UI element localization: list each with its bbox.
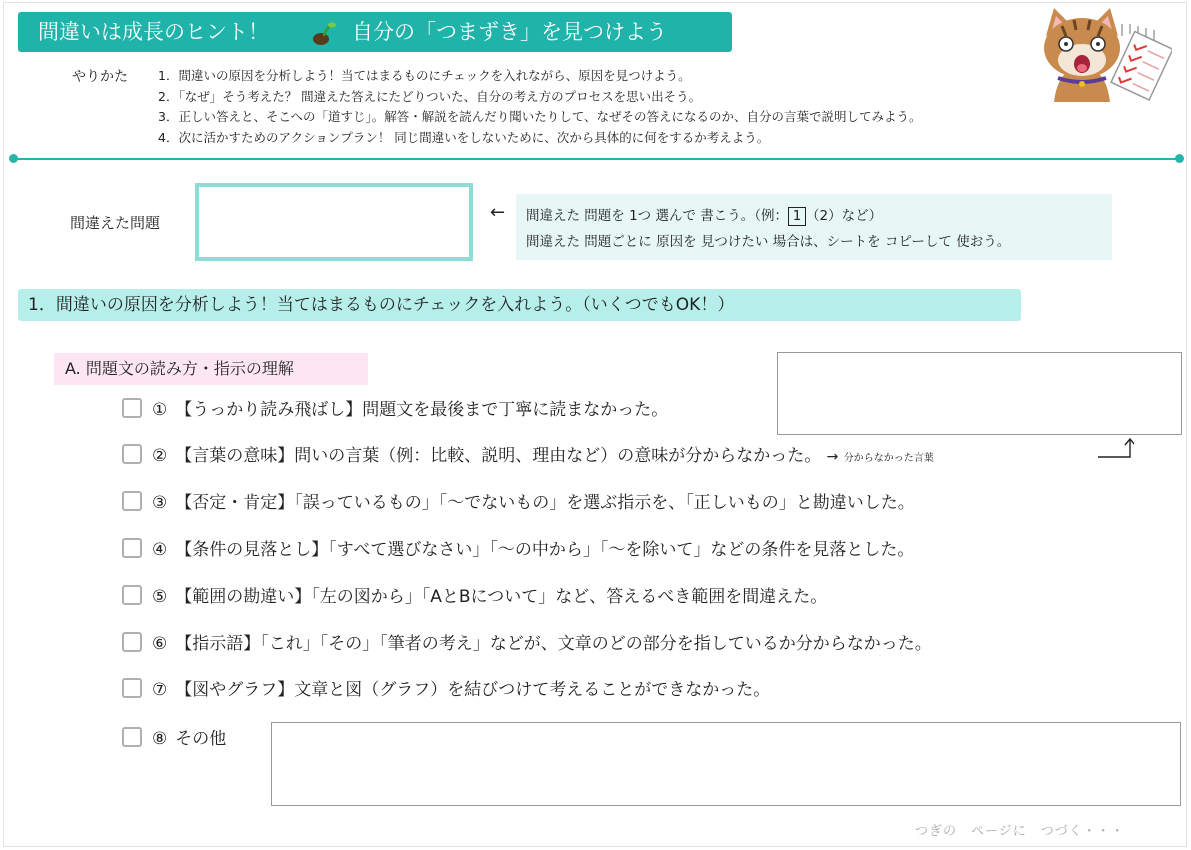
instruction-item: 3．正しい答えと、そこへの「道すじ」。解答・解説を読んだり聞いたりして、なぜその答えになるのか、自分の言葉で説明してみよう。 bbox=[158, 109, 922, 124]
checklist-item-2 bbox=[122, 443, 934, 469]
checklist-item-8 bbox=[122, 726, 226, 752]
item-text: 【うっかり読み飛ばし】問題文を最後まで丁寧に読まなかった。 bbox=[175, 400, 669, 420]
item-number: ⑥ bbox=[152, 634, 168, 654]
note-line1-pre: 間違えた 問題を 1つ 選んで 書こう。（例： bbox=[526, 208, 789, 224]
item-number: ⑧ bbox=[152, 729, 168, 749]
note-line1-post: （2）など） bbox=[806, 208, 883, 224]
item-text: 【否定・肯定】「誤っているもの」「〜でないもの」を選ぶ指示を、「正しいもの」と勘違いした。 bbox=[175, 493, 915, 513]
checklist-item-3 bbox=[122, 490, 915, 516]
unknown-words-box[interactable] bbox=[777, 352, 1182, 435]
checkbox[interactable] bbox=[122, 727, 142, 747]
sprout-icon bbox=[308, 18, 338, 48]
divider bbox=[13, 158, 1179, 160]
checklist-item-6 bbox=[122, 631, 932, 657]
hook-arrow-icon bbox=[1098, 437, 1134, 461]
subsection-a-heading: A. 問題文の読み方・指示の理解 bbox=[54, 353, 368, 385]
checkbox[interactable] bbox=[122, 491, 142, 511]
title-part1: 間違いは成長のヒント！ bbox=[38, 20, 269, 44]
hint-label: 分からなかった言葉 bbox=[843, 453, 934, 464]
divider-dot-right bbox=[1175, 154, 1184, 163]
checklist-item-4 bbox=[122, 537, 914, 563]
checkbox[interactable] bbox=[122, 444, 142, 464]
item-number: ② bbox=[152, 446, 168, 466]
checkbox[interactable] bbox=[122, 538, 142, 558]
question-note bbox=[516, 194, 1112, 260]
item-text: 【指示語】「これ」「その」「筆者の考え」などが、文章のどの部分を指しているか分からなかった。 bbox=[175, 634, 932, 654]
note-line2: 間違えた 問題ごとに 原因を 見つけたい 場合は、シートを コピーして 使おう。 bbox=[526, 234, 1011, 250]
surprised-cat-illustration bbox=[1032, 6, 1172, 102]
checklist-item-1 bbox=[122, 397, 668, 423]
item-text: 【条件の見落とし】「すべて選びなさい」「〜の中から」「〜を除いて」などの条件を見落とした。 bbox=[175, 540, 915, 560]
example-number-box: 1 bbox=[788, 207, 806, 226]
item-text: 【図やグラフ】文章と図（グラフ）を結びつけて考えることができなかった。 bbox=[175, 680, 771, 700]
item-text: その他 bbox=[175, 729, 227, 749]
item-text: 【範囲の勘違い】「左の図から」「AとBについて」など、答えるべき範囲を間違えた。 bbox=[175, 587, 828, 607]
question-input-box[interactable] bbox=[195, 183, 473, 261]
checkbox[interactable] bbox=[122, 632, 142, 652]
instruction-item: 4．次に活かすためのアクションプラン！ 同じ間違いをしないために、次から具体的に何をするか考えよう。 bbox=[158, 129, 770, 145]
item-number: ③ bbox=[152, 493, 168, 513]
item-number: ④ bbox=[152, 540, 168, 560]
checkbox[interactable] bbox=[122, 678, 142, 698]
left-arrow-icon: ← bbox=[490, 202, 506, 223]
checklist-item-5 bbox=[122, 584, 827, 610]
note-line1 bbox=[526, 203, 1112, 229]
other-input-box[interactable] bbox=[271, 722, 1181, 806]
title-part2: 自分の「つまずき」を見つけよう bbox=[352, 20, 667, 44]
item-number: ⑦ bbox=[152, 680, 168, 700]
checkbox[interactable] bbox=[122, 585, 142, 605]
instructions-label: やりかた bbox=[72, 69, 128, 85]
checkbox[interactable] bbox=[122, 398, 142, 418]
section1-heading: 1．間違いの原因を分析しよう！当てはまるものにチェックを入れよう。（いくつでもOK！） bbox=[18, 289, 1021, 321]
instruction-item: 1．間違いの原因を分析しよう！当てはまるものにチェックを入れながら、原因を見つけよう。 bbox=[158, 68, 691, 83]
right-arrow-icon: → bbox=[826, 449, 839, 465]
continued-footer: つぎの ページに つづく・・・ bbox=[915, 824, 1125, 839]
instruction-item: 2．「なぜ」そう考えた？ 間違えた答えにたどりついた、自分の考え方のプロセスを思い出そう。 bbox=[158, 88, 702, 104]
question-label: 間違えた問題 bbox=[70, 214, 161, 232]
item-number: ① bbox=[152, 400, 168, 420]
instructions-list bbox=[158, 66, 921, 148]
item-text: 【言葉の意味】問いの言葉（例：比較、説明、理由など）の意味が分からなかった。 bbox=[175, 446, 822, 466]
page-title bbox=[18, 12, 732, 52]
item-number: ⑤ bbox=[152, 587, 168, 607]
checklist-item-7 bbox=[122, 677, 770, 703]
